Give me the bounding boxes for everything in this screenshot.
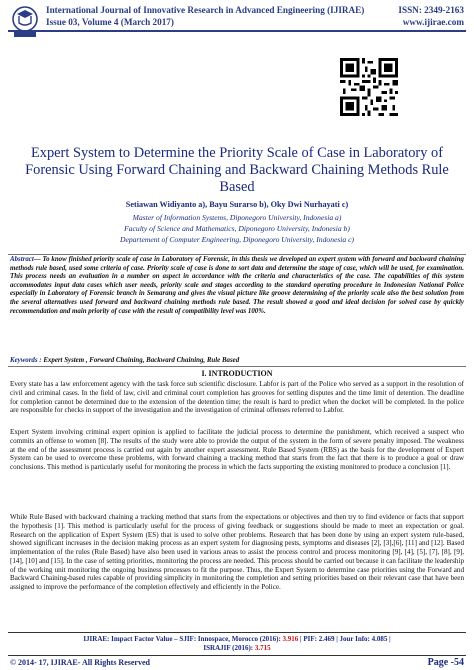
journal-logo bbox=[8, 4, 42, 38]
impact-mid: | PIF: 2.469 | Jour Info: 4.085 | bbox=[298, 635, 391, 643]
copyright: © 2014- 17, IJIRAE- All Rights Reserved bbox=[10, 658, 150, 667]
impact-factor-info bbox=[10, 635, 464, 653]
header-divider bbox=[8, 30, 466, 32]
journal-name: International Journal of Innovative Research in Advanced Engineering (IJIRAE) bbox=[46, 5, 365, 15]
abstract-label: Abstract bbox=[10, 256, 34, 263]
website-link[interactable]: www.ijirae.com bbox=[402, 17, 464, 27]
paragraph-1: Every state has a law enforcement agency with the task force sub scientific disclosure. Labfor is part of the Police who served as a support in the resolution of civil and criminal cases. In the field of law, civil and criminal court completion has grooves for settling disputes and the time limit of detention. The deadline for completion cannot be determined due to the extension of the detention time; the result is hard to predict when the docket will be completed. In the police are responsible for checks in support of the investigation and the investigation of criminal offenses referred to Labfor. bbox=[10, 380, 464, 415]
issn: ISSN: 2349-2163 bbox=[398, 5, 464, 15]
qr-code bbox=[340, 58, 398, 116]
keywords-label: Keywords : bbox=[10, 357, 42, 364]
israjif-prefix: ISRAJIF (2016): bbox=[203, 644, 255, 652]
israjif-value: 3.715 bbox=[254, 644, 271, 652]
footer-divider-bottom bbox=[8, 655, 466, 656]
paragraph-2: Expert System involving criminal expert opinion is applied to facilitate the judicial process to determine the punishment, which received a suspect who commits an offense to women [8]. The results of the study were able to provide the output of the system in the form of severe penalty imposed. The weakness at the end of the assessment process is carried out again by another expert assessment. Rule Based System (RBS) as the basis for the development of Expert System can be used to overcome these problems, with forward chaining a tracking method that starts from the fact that there is to produce a goal or draw conclusions. This method is particularly useful for monitoring the process in which the facts supporting the existing monitored to produce a conclusion [1]. bbox=[10, 428, 464, 471]
issue-info: Issue 03, Volume 4 (March 2017) bbox=[46, 17, 174, 27]
paragraph-3: While Rule Based with backward chaining a tracking method that starts from the expectations or objectives and then try to find evidence or facts that support the hypothesis [1]. This method is particularly useful for the process of giving feedback or suggestions should be made to meet an expectation or goal. Research on the application of Expert System (ES) that is used to solve other problems. Research that has been done by using an expert system rule-based, showed significant increases in the decision making process as an expert system for diagnosing pests, symptoms and diseases [2], [3],[6], [11] and [12]. Based implementation of the rules (Rule Based) have also been used in various areas to assist the process control and process monitoring [9], [4], [5], [7], [8], [9], [14], [10] and [15]. In the case of setting priorities, monitoring the process are needed. This process should be carried out because it can facilitate the leadership of the working unit monitoring the ongoing business processes to fit the purpose. Thus, the Expert System to determine case priorities using the Forward and Backward Chaining-based rules capable of providing simplicity in monitoring the completion and setting priorities based on their relevant case that have been assigned to improve the performance of the completion effectively and efficiently in the Police. bbox=[10, 513, 464, 591]
keywords bbox=[10, 357, 464, 364]
keywords-text: Expert System , Forward Chaining, Backward Chaining, Rule Based bbox=[43, 357, 240, 364]
abstract-text: — To know finished priority scale of case in Laboratory of Forensic, in this thesis we developed an expert system with forward and backward chaining methods rule based, used some criteria of case. Priority scale of case is done to sort data and determine the stage of case, which will be used, for examination. This process needs an evaluation in a number on aspect in accordance with the criteria and characteristics of the case. The capabilities of this system accommodates input data cases which user needs, priority scale and stages according to the standard operating procedure in Indonesian National Police especially in Laboratory of Forensic branch in Semarang and gives the visual picture like groove determining of the priority scale also the best solution from the several alternatives used forward and backward chaining methods rule based. The result showed a good and ideal decision for solved case by quickly recommendation and main priority of case with the result of compatibility level was 100%. bbox=[10, 256, 464, 315]
paper-title: Expert System to Determine the Priority Scale of Case in Laboratory of Forensic Using Forward Chaining and Backward Chaining Methods Rule Based bbox=[25, 145, 449, 195]
affiliation-3: Departement of Computer Engineering, Diponegoro University, Indonesia c) bbox=[119, 235, 355, 244]
impact-prefix: IJIRAE: Impact Factor Value – SJIF: Innospace, Morocco (2016): bbox=[83, 635, 283, 643]
footer-divider-top bbox=[8, 632, 466, 633]
page-number: Page -54 bbox=[427, 657, 464, 668]
abstract bbox=[10, 256, 464, 316]
affiliation-1: Master of Information Systems, Diponegoro University, Indonesia a) bbox=[132, 213, 342, 222]
sjif-value: 3.916 bbox=[282, 635, 299, 643]
affiliation-2: Faculty of Science and Mathematics, Diponegoro University, Indonesia b) bbox=[124, 224, 350, 233]
paper-authors: Setiawan Widiyanto a), Bayu Surarso b), Oky Dwi Nurhayati c) bbox=[125, 200, 349, 209]
section-heading: I. INTRODUCTION bbox=[201, 369, 273, 378]
